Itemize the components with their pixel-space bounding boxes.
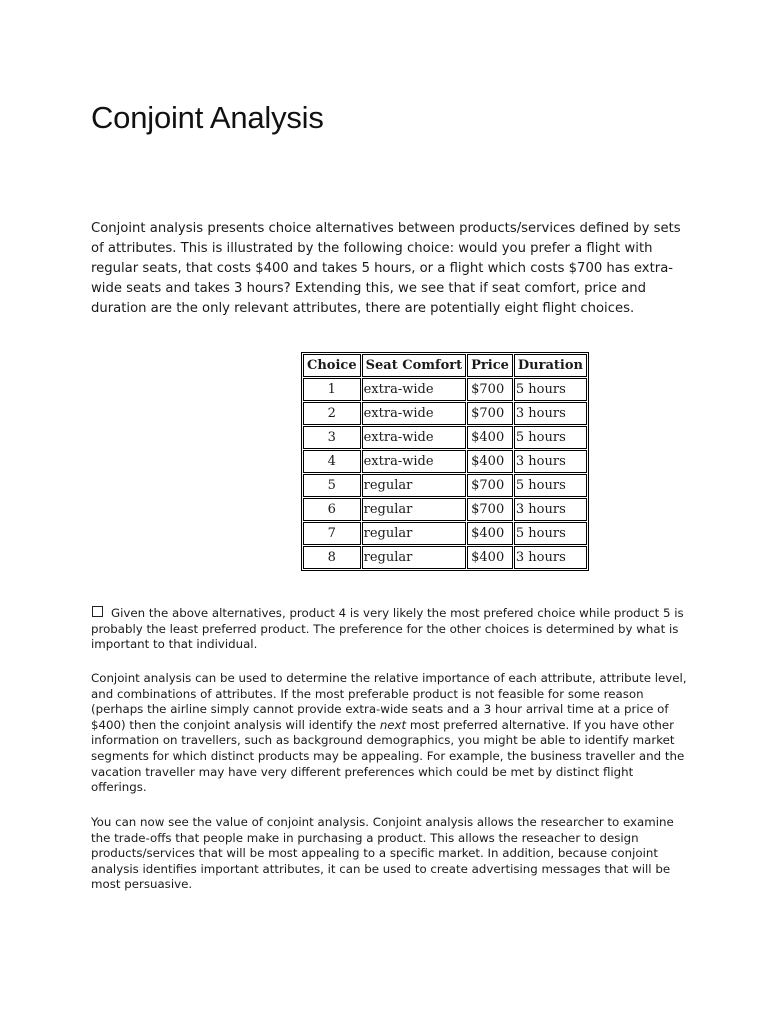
preference-paragraph — [91, 606, 691, 653]
cell-price: $400 — [467, 450, 513, 473]
cell-choice: 7 — [303, 522, 361, 545]
importance-paragraph-text-before: Conjoint analysis can be used to determine the relative importance of each attribute, attribute level, and combinations of attributes. If the most preferable product is not feasible for some reason (perhaps the airline simply cannot provide extra-wide seats and a 3 hour arrival time at a price of $400) then the conjoint analysis will identify the — [91, 671, 687, 732]
column-header-seat-comfort: Seat Comfort — [362, 354, 467, 377]
cell-duration: 3 hours — [514, 450, 587, 473]
cell-price: $400 — [467, 426, 513, 449]
cell-seat-comfort: regular — [362, 498, 467, 521]
table-row — [303, 450, 587, 473]
cell-seat-comfort: regular — [362, 522, 467, 545]
choices-table — [301, 352, 589, 571]
cell-price: $700 — [467, 378, 513, 401]
cell-price: $400 — [467, 546, 513, 569]
preference-paragraph-text: Given the above alternatives, product 4 is very likely the most prefered choice while product 5 is probably the least preferred product. The preference for the other choices is determined by what is important to that individual. — [91, 606, 684, 652]
cell-seat-comfort: extra-wide — [362, 426, 467, 449]
value-paragraph: You can now see the value of conjoint analysis. Conjoint analysis allows the researcher to examine the trade-offs that people make in purchasing a product. This allows the reseacher to design products/services that will be most appealing to a specific market. In addition, because conjoint analysis identifies important attributes, it can be used to create advertising messages that will be most persuasive. — [91, 815, 674, 892]
cell-choice: 8 — [303, 546, 361, 569]
cell-seat-comfort: extra-wide — [362, 402, 467, 425]
table-row — [303, 402, 587, 425]
cell-price: $700 — [467, 498, 513, 521]
table-header-row — [303, 354, 587, 377]
choices-table-container — [301, 352, 589, 571]
cell-seat-comfort: regular — [362, 546, 467, 569]
table-row — [303, 474, 587, 497]
table-row — [303, 498, 587, 521]
cell-duration: 5 hours — [514, 522, 587, 545]
cell-seat-comfort: extra-wide — [362, 378, 467, 401]
table-row — [303, 378, 587, 401]
cell-choice: 2 — [303, 402, 361, 425]
cell-choice: 1 — [303, 378, 361, 401]
column-header-price: Price — [467, 354, 513, 377]
cell-choice: 5 — [303, 474, 361, 497]
table-row — [303, 426, 587, 449]
cell-duration: 3 hours — [514, 498, 587, 521]
cell-choice: 4 — [303, 450, 361, 473]
cell-duration: 5 hours — [514, 378, 587, 401]
cell-price: $700 — [467, 474, 513, 497]
cell-duration: 5 hours — [514, 474, 587, 497]
importance-paragraph-text-after: most preferred alternative. If you have other information on travellers, such as background demographics, you might be able to identify market segments for which distinct products may be appealing. For example, the business traveller and the vacation traveller may have very different preferences which could be met by distinct flight offerings. — [91, 717, 685, 795]
importance-paragraph — [91, 671, 691, 796]
cell-seat-comfort: extra-wide — [362, 450, 467, 473]
checkbox-bullet-icon — [92, 606, 103, 617]
cell-choice: 6 — [303, 498, 361, 521]
importance-paragraph-emphasis: next — [379, 717, 407, 732]
column-header-duration: Duration — [514, 354, 587, 377]
table-row — [303, 546, 587, 569]
intro-paragraph: Conjoint analysis presents choice alternatives between products/services defined by sets of attributes. This is illustrated by the following choice: would you prefer a flight with regular seats, that costs $400 and takes 5 hours, or a flight which costs $700 has extra-wide seats and takes 3 hours? Extending this, we see that if seat comfort, price and duration are the only relevant attributes, there are potentially eight flight choices. — [91, 221, 681, 316]
cell-duration: 3 hours — [514, 546, 587, 569]
cell-price: $700 — [467, 402, 513, 425]
cell-choice: 3 — [303, 426, 361, 449]
column-header-choice: Choice — [303, 354, 361, 377]
table-row — [303, 522, 587, 545]
cell-price: $400 — [467, 522, 513, 545]
cell-seat-comfort: regular — [362, 474, 467, 497]
cell-duration: 5 hours — [514, 426, 587, 449]
cell-duration: 3 hours — [514, 402, 587, 425]
page-title: Conjoint Analysis — [91, 100, 324, 135]
